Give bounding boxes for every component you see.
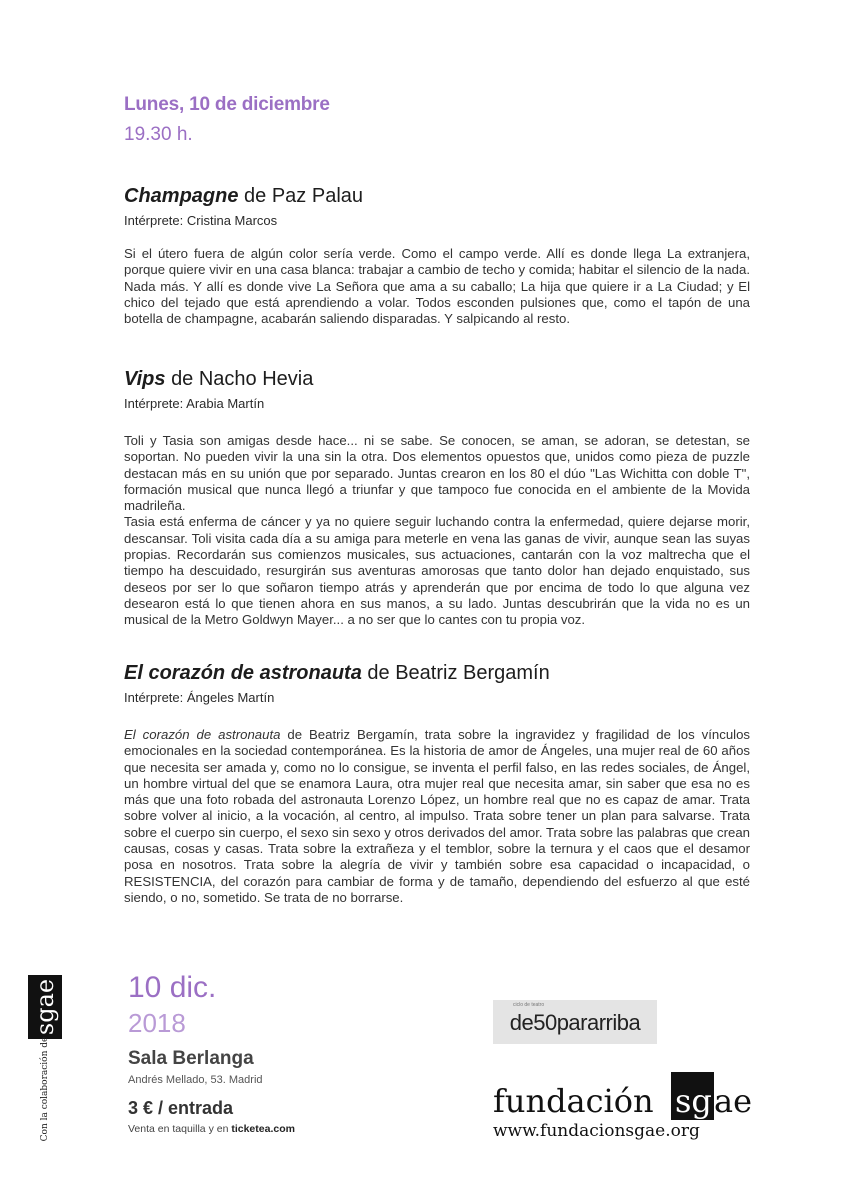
fundacion-word: fundación bbox=[493, 1082, 654, 1120]
description-paragraph: Toli y Tasia son amigas desde hace... ni se sabe. Se conocen, se aman, se adoran, se detestan, se soportan. No pueden vivir la una sin la otra. Dos elementos opuestos que, unidos como pieza de puzzle destacan más en su unión que por separado. Juntas crearon en los 80 el dúo "Las Wichitta con doble T", formación musical que nunca llegó a triunfar y que tampoco fue conocida en el ambiente de la Movida madrileña. bbox=[124, 433, 750, 514]
sgae-logo-sg: sg bbox=[675, 1082, 712, 1120]
sgae-side-logo bbox=[28, 975, 62, 1141]
italic-title: El corazón de astronauta bbox=[124, 727, 281, 742]
sgae-logo-ae: ae bbox=[714, 1082, 753, 1120]
play-performer: Intérprete: Ángeles Martín bbox=[124, 690, 275, 705]
venue-name: Sala Berlanga bbox=[128, 1048, 254, 1069]
de50-caption: ciclo de teatro bbox=[513, 1002, 545, 1008]
play-author: de Paz Palau bbox=[244, 185, 364, 207]
play-description bbox=[124, 246, 750, 327]
sale-text: Venta en taquilla y en bbox=[128, 1123, 232, 1135]
collaboration-text: Con la colaboración de bbox=[40, 1036, 50, 1141]
play-description bbox=[124, 727, 750, 906]
de50pararriba-logo bbox=[493, 1000, 657, 1044]
description-text: de Beatriz Bergamín, trata sobre la ingravidez y fragilidad de los vínculos emocionales en la sociedad contemporánea. Es la historia de amor de Ángeles, una mujer real de 60 años que necesita ser amada y, como no lo consigue, se inventa el perfil falso, en las redes sociales, de Ángel, un hombre virtual del que se enamora Laura, otra mujer real que necesita amar, sin saber que esa no es más que una foto robada del astronauta Lorenzo López, un hombre real que no es capaz de amar. Trata sobre volver al inicio, a la vocación, al centro, al impulso. Trata sobre tener un plan para salvarse. Trata sobre el cuerpo sin cuerpo, el sexo sin sexo y otros derivados del amor. Trata sobre las palabras que crean causas, cosas y casas. Trata sobre la extrañeza y el temblor, sobre la ternura y el caos que el desamor posa en nosotros. Trata sobre la alegría de vivir y también sobre esa capacidad o incapacidad, o RESISTENCIA, del corazón para cambiar de forma y de tamaño, dependiendo del esfuerzo al que esté siendo, o no, sometido. Se trata de no borrarse. bbox=[124, 727, 751, 905]
play-title bbox=[124, 184, 750, 208]
play-description bbox=[124, 433, 750, 629]
de50-wordmark: de50pararriba bbox=[509, 1010, 641, 1035]
event-date: Lunes, 10 de diciembre bbox=[124, 94, 330, 115]
play-performer: Intérprete: Cristina Marcos bbox=[124, 213, 278, 228]
venue-address: Andrés Mellado, 53. Madrid bbox=[128, 1074, 263, 1086]
event-time: 19.30 h. bbox=[124, 124, 193, 145]
play-title bbox=[124, 367, 750, 391]
description-paragraph: Tasia está enferma de cáncer y ya no quiere seguir luchando contra la enfermedad, quiere dejarse morir, descansar. Toli visita cada día a su amiga para meterle en vena las ganas de vivir, aunque sean las suyas propias. Recordarán sus comienzos musicales, sus actuaciones, cantarán con la voz maltrecha que el tiempo ha descuidado, resurgirán sus aventuras amorosas que tanto dolor han dejado enquistado, sus deseos por ser lo que soñaron tiempo atrás y aprenderán que por encima de todo lo que alguna vez desearon está lo que tienen ahora en sus manos, a su lado. Juntas descubrirán que la vida no es un musical de la Metro Goldwyn Mayer... a no ser que lo cantes con tu propia voz. bbox=[124, 514, 750, 628]
play-performer: Intérprete: Arabia Martín bbox=[124, 396, 265, 411]
play-author: de Beatriz Bergamín bbox=[367, 662, 550, 684]
ticket-price: 3 € / entrada bbox=[128, 1098, 234, 1118]
play-name: El corazón de astronauta bbox=[124, 662, 362, 684]
sgae-logo-box bbox=[28, 975, 62, 1039]
description-paragraph: Si el útero fuera de algún color sería verde. Como el campo verde. Allí es donde llega La extranjera, porque quiere vivir en una casa blanca: trabajar a cambio de techo y comida; habitar el silencio de la nada. Nada más. Y allí es donde vive La Señora que ama a su caballo; La hija que quiere ir a La Ciudad; y El chico del tejado que está aprendiendo a volar. Todos esconden pulsiones que, como el tapón de una botella de champagne, acabarán saliendo disparadas. Y salpicando al resto. bbox=[124, 246, 750, 327]
footer-date: 10 dic. bbox=[128, 971, 217, 1004]
play-author: de Nacho Hevia bbox=[171, 368, 314, 390]
description-paragraph bbox=[124, 727, 750, 906]
play-corazon-astronauta bbox=[124, 661, 750, 906]
collaboration-caption bbox=[36, 1036, 54, 1141]
footer-year: 2018 bbox=[128, 1008, 186, 1038]
website-url[interactable]: www.fundacionsgae.org bbox=[493, 1121, 700, 1141]
ticket-site-link[interactable]: ticketea.com bbox=[231, 1123, 295, 1135]
ticket-sale-info bbox=[128, 1123, 295, 1135]
play-title bbox=[124, 661, 750, 685]
play-name: Champagne bbox=[124, 185, 239, 207]
play-name: Vips bbox=[124, 368, 166, 390]
play-vips bbox=[124, 367, 750, 629]
sgae-logo-text: sgae bbox=[31, 978, 59, 1036]
play-champagne bbox=[124, 184, 750, 327]
